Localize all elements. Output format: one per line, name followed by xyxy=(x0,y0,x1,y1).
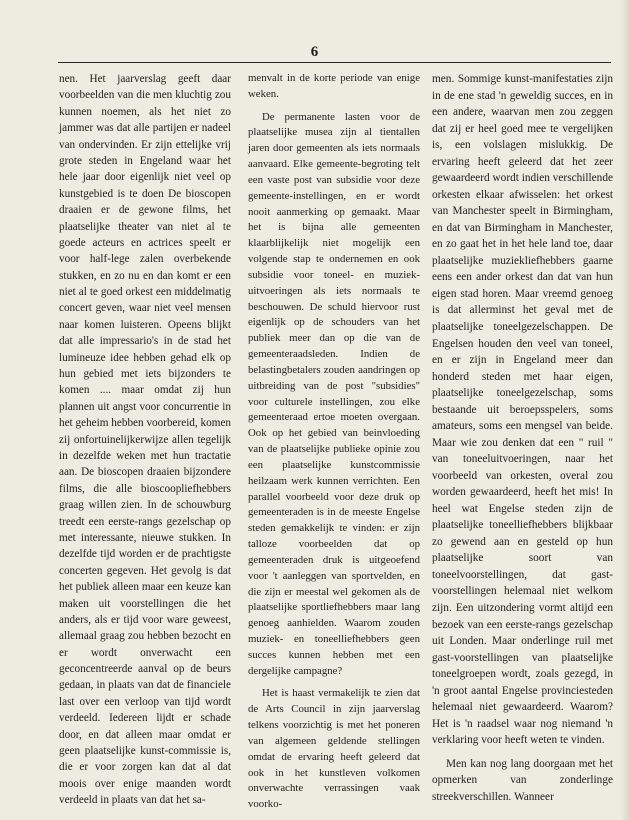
paragraph: De permanente lasten voor de plaatselijke musea zijn al tientallen jaren door gemeenten als iets normaals aanvaard. Elke gemeente-begroting telt een vaste post van subsidie voor deze gemeente-instellingen, en er wordt nooit aanmerking op gemaakt. Maar het is bijna alle gemeenten klaarblijkelijk niet mogelijk een volgende stap te ondernemen en ook subsidie voor toneel- en muziek-uitvoeringen als iets normaals te beschouwen. De schuld hiervoor rust eigenlijk op de schouders van het publiek meer dan op die van de gemeenteraadsleden. Indien de belastingbetalers zouden aandringen op uitbreiding van de post "subsidies" voor culturele instellingen, zou elke gemeenteraad ertoe moeten overgaan. Ook op het gebied van beinvloeding van de plaatselijke publieke opinie zou een plaatselijke kunstcommissie heilzaam werk kunnen verrichten. Een parallel voorbeeld voor deze druk op gemeenteraden is in de meeste Engelse steden gemakkelijk te vinden: er zijn talloze voorbeelden dat op gemeenteraden druk is uitgeoefend voor 't aanleggen van sportvelden, en die zijn er meestal wel gekomen als de plaatselijke sportliefhebbers maar lang genoeg aanhielden. Waarom zouden muziek- en toneelliefhebbers geen succes kunnen hebben met een dergelijke campagne? xyxy=(248,110,420,677)
page-edge-shadow xyxy=(620,0,630,820)
header-rule xyxy=(58,62,611,63)
page-number: 6 xyxy=(310,44,320,60)
text-column-1 xyxy=(59,71,231,809)
text-column-3 xyxy=(432,71,613,805)
paragraph: men. Sommige kunst-manifestaties zijn in de ene stad 'n geweldig succes, en in een andere, waarvan men zou zeggen dat zij er heel goed mee te vergelijken is, een volslagen mislukkig. De ervaring heeft geleerd dat het zeer gewaardeerd wordt indien verschillende orkesten elkaar afwisselen: het orkest van Manchester speelt in Birmingham, en dat van Birmingham in Manchester, en zo gaat het in het hele land toe, daar plaatselijke muziekliefhebbers gaarne eens een ander orkest dan dat van hun eigen stad horen. Maar vreemd genoeg is dat allerminst het geval met de plaatselijke toneelgezelschappen. De Engelsen houden den veel van toneel, en er zijn in Engeland meer dan honderd steden met haar eigen, plaatselijke toneelgezelschap, soms bestaande uit beroepsspelers, soms amateurs, soms een mengsel van beide. Maar wie zou denken dat een " ruil " van toneeluitvoeringen, naar het voorbeeld van orkesten, overal zou worden gewaardeerd, heeft het mis! In heel wat Engelse steden zijn de plaatselijke toneelliefhebbers blijkbaar zo gewend aan en gesteld op hun plaatselijke soort van toneelvoorstellingen, dat gast-voorstellingen helemaal niet welkom zijn. Een uitzondering vormt altijd een bezoek van een eerste-rangs gezelschap uit Londen. Maar onderlinge ruil met gast-voorstellingen van plaatselijke toneelgroepen wordt, zoals gezegd, in 'n groot aantal Engelse provinciesteden helemaal niet gewaardeerd. Waarom? Het is 'n raadsel waar nog niemand 'n verklaring voor heeft weten te vinden. xyxy=(432,73,613,747)
paragraph: Het is haast vermakelijk te zien dat de Arts Council in zijn jaarverslag telkens voorzichtig is met het poneren van algemeen geldende stellingen omdat de ervaring heeft geleerd dat ook in het kunstleven volkomen onverwachte verrassingen vaak voorko- xyxy=(248,687,420,811)
text-column-2 xyxy=(248,71,420,813)
paragraph: Men kan nog lang doorgaan met het opmerken van zonderlinge streekverschillen. Wanneer xyxy=(432,757,613,803)
paragraph: nen. Het jaarverslag geeft daar voorbeelden van die men kluchtig zou kunnen noemen, als het niet zo jammer was dat alle partijen er nadeel van ondervinden. Er zijn ettelijke vrij grote steden in Engeland waar het hele jaar door eigenlijk niet veel op kunstgebied is te doen De bioscopen draaien er de gewone films, het plaatselijke theater van niet al te goede acteurs en actrices speelt er voor half-lege zalen overbekende stukken, en zo nu en dan komt er een niet al te goed orkest een middelmatig concert geven, waar niet veel mensen naar komen luisteren. Opeens blijkt dat alle impressario's in de stad het lumineuze idee hebben gehad elk op hun gebied met iets bijzonders te komen .... maar omdat zij hun plannen uit angst voor concurrentie in het geheim hebben voorbereid, komen zij onfortuinelijkerwijze allen tegelijk in dezelfde weken met hun tractatie aan. De bioscopen draaien bijzondere films, die alle bioscoopliefhebbers graag willen zien. In de schouwburg treedt een eerste-rangs gezelschap op met interessante, nieuwe stukken. In dezelfde tijd worden er de prachtigste concerten gegeven. Het gevolg is dat het publiek alleen maar een keuze kan maken uit voorstellingen die het anders, als er tijd voor ware geweest, allemaal graag zou hebben bezocht en er wordt onverwacht een geconcentreerde aanval op de beurs gedaan, in plaats van dat de financiele last over een verloop van tijd wordt verdeeld. Iedereen lijdt er schade door, en dat alleen maar omdat er geen plaatselijke kunst-commissie is, die er voor zorgen kan dat al dat moois over enige maanden wordt verdeeld in plaats van dat het sa- xyxy=(59,73,231,807)
paragraph: menvalt in de korte periode van enige weken. xyxy=(248,72,420,100)
